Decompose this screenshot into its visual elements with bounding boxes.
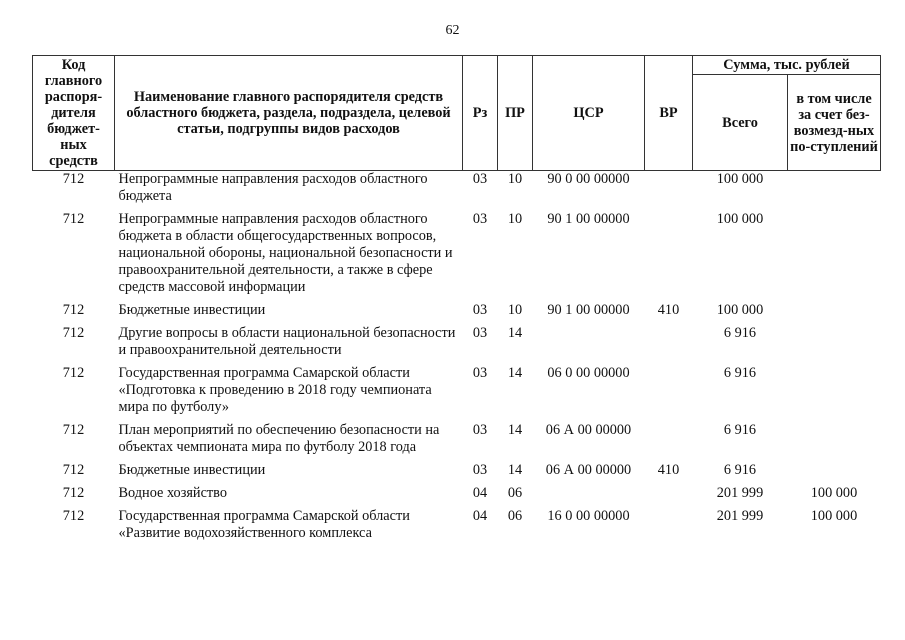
cell-pr: 06 [507,485,523,501]
cell-total: 6 916 [723,365,757,381]
page-number: 62 [445,23,460,38]
cell-code: 712 [62,302,85,318]
cell-total: 6 916 [723,422,757,438]
header-name: Наименование главного распорядителя средств областного бюджета, раздела, подраздела, целевой статьи, подгруппы видов расходов [115,56,463,171]
cell-vr [645,422,693,462]
cell-rz: 03 [472,171,488,187]
cell-free [788,211,881,302]
cell-vr [645,365,693,422]
cell-name: План мероприятий по обеспечению безопасности на объектах чемпионата мира по футболу 2018 года [118,422,440,455]
table-header [33,56,881,171]
cell-total: 201 999 [716,508,764,524]
cell-rz: 04 [472,485,488,501]
cell-pr: 14 [507,462,523,478]
header-csr: ЦСР [533,56,645,171]
header-code: Код главного распоря-дителя бюджет-ных средств [33,56,115,171]
header-total: Всего [693,75,788,171]
cell-csr [533,325,645,365]
cell-pr: 14 [507,422,523,438]
cell-vr [645,325,693,365]
cell-pr: 06 [507,508,523,524]
cell-free [788,171,881,212]
cell-code: 712 [62,325,85,341]
cell-pr: 10 [507,171,523,187]
cell-vr: 410 [657,302,680,318]
cell-pr: 14 [507,325,523,341]
header-rz: Рз [463,56,498,171]
cell-free: 100 000 [810,485,858,501]
table-row [33,508,881,542]
header-sum: Сумма, тыс. рублей [693,56,881,75]
cell-code: 712 [62,171,85,187]
cell-total: 100 000 [716,171,764,187]
cell-pr: 10 [507,302,523,318]
cell-free [788,422,881,462]
cell-csr: 90 0 00 00000 [547,171,630,187]
cell-total: 201 999 [716,485,764,501]
cell-name: Водное хозяйство [118,485,227,501]
cell-csr: 90 1 00 00000 [547,211,630,227]
cell-csr: 16 0 00 00000 [547,508,630,524]
table-row [33,462,881,485]
cell-vr [645,508,693,542]
cell-csr: 90 1 00 00000 [547,302,630,318]
cell-name: Другие вопросы в области национальной безопасности и правоохранительной деятельности [118,325,456,358]
cell-rz: 04 [472,508,488,524]
cell-rz: 03 [472,365,488,381]
table-row [33,365,881,422]
cell-vr [645,171,693,212]
cell-rz: 03 [472,325,488,341]
cell-pr: 10 [507,211,523,227]
cell-total: 100 000 [716,211,764,227]
cell-total: 6 916 [723,462,757,478]
table-body [33,171,881,543]
cell-name: Непрограммные направления расходов областного бюджета в области общегосударственных вопросов, национальной обороны, национальной безопасности и правоохранительной деятельности, а также в сфере средств массовой информации [118,211,453,295]
cell-name: Бюджетные инвестиции [118,302,266,318]
cell-name: Государственная программа Самарской области «Подготовка к проведению в 2018 году чемпионата мира по футболу» [118,365,432,415]
budget-table [32,55,881,542]
cell-csr: 06 А 00 00000 [545,422,632,438]
cell-csr: 06 0 00 00000 [547,365,630,381]
table-row [33,171,881,212]
header-free: в том числе за счет без-возмезд-ных по-ступлений [788,75,881,171]
cell-code: 712 [62,485,85,501]
cell-total: 6 916 [723,325,757,341]
cell-name: Бюджетные инвестиции [118,462,266,478]
cell-free [788,325,881,365]
table-row [33,422,881,462]
cell-code: 712 [62,462,85,478]
table-row [33,325,881,365]
table-row [33,302,881,325]
cell-code: 712 [62,365,85,381]
header-pr: ПР [498,56,533,171]
cell-code: 712 [62,211,85,227]
cell-free: 100 000 [810,508,858,524]
cell-name: Непрограммные направления расходов областного бюджета [118,171,428,204]
header-vr: ВР [645,56,693,171]
cell-code: 712 [62,508,85,524]
cell-csr [533,485,645,508]
cell-vr [645,211,693,302]
cell-pr: 14 [507,365,523,381]
table-row [33,211,881,302]
cell-vr [645,485,693,508]
cell-free [788,365,881,422]
cell-free [788,462,881,485]
cell-code: 712 [62,422,85,438]
cell-rz: 03 [472,422,488,438]
cell-rz: 03 [472,462,488,478]
cell-free [788,302,881,325]
cell-rz: 03 [472,211,488,227]
cell-rz: 03 [472,302,488,318]
table-row [33,485,881,508]
cell-csr: 06 А 00 00000 [545,462,632,478]
cell-name: Государственная программа Самарской области «Развитие водохозяйственного комплекса [118,508,410,541]
cell-total: 100 000 [716,302,764,318]
cell-vr: 410 [657,462,680,478]
